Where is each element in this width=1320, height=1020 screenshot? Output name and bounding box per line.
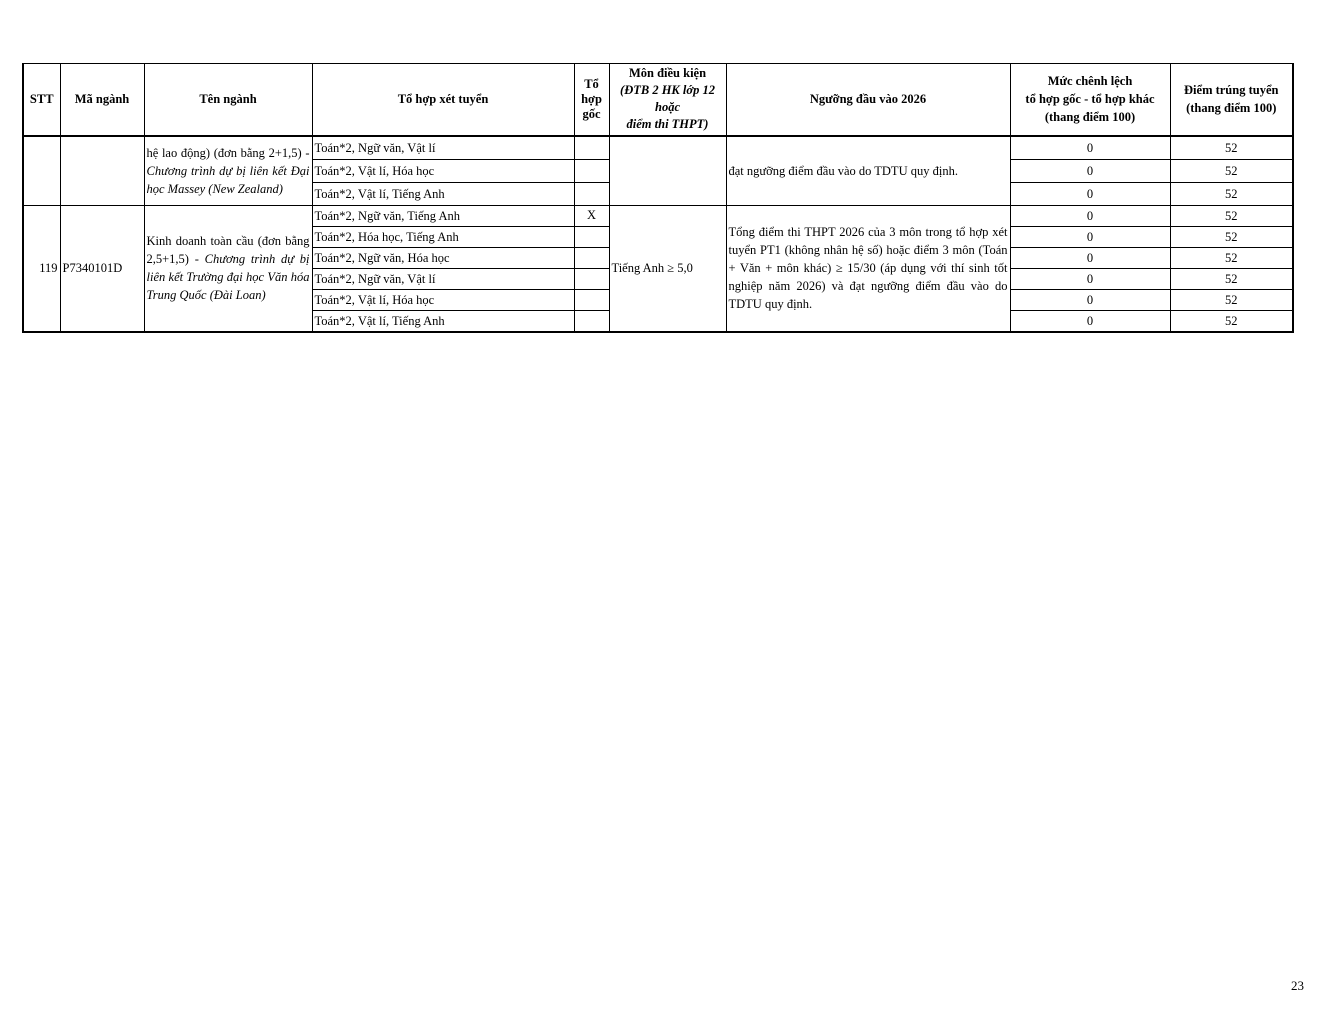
cell-diff: 0 <box>1010 247 1170 268</box>
header-diff-line2: tổ hợp gốc - tổ hợp khác <box>1025 92 1155 107</box>
header-condition-sub3: điểm thi THPT) <box>626 117 709 132</box>
cell-condition: Tiếng Anh ≥ 5,0 <box>609 205 726 332</box>
header-score-line1: Điểm trúng tuyển <box>1184 83 1279 98</box>
header-origin-line3: gốc <box>582 106 601 121</box>
cell-condition <box>609 136 726 206</box>
header-threshold: Ngưỡng đầu vào 2026 <box>726 64 1010 136</box>
header-combo: Tổ hợp xét tuyển <box>312 64 574 136</box>
cell-threshold: đạt ngưỡng điểm đầu vào do TDTU quy định. <box>726 136 1010 206</box>
header-stt: STT <box>23 64 60 136</box>
header-diff-line1: Mức chênh lệch <box>1047 74 1133 89</box>
cell-diff: 0 <box>1010 310 1170 332</box>
header-name: Tên ngành <box>144 64 312 136</box>
header-score <box>1170 64 1293 136</box>
cell-score: 52 <box>1170 226 1293 247</box>
cell-combo: Toán*2, Ngữ văn, Hóa học <box>312 247 574 268</box>
header-code: Mã ngành <box>60 64 144 136</box>
header-condition-sub2: hoặc <box>655 100 680 115</box>
cell-origin <box>574 226 609 247</box>
table-row <box>23 136 1293 160</box>
table-row <box>23 205 1293 226</box>
cell-major-name <box>144 205 312 332</box>
cell-origin <box>574 268 609 289</box>
cell-stt: 119 <box>23 205 60 332</box>
cell-combo: Toán*2, Hóa học, Tiếng Anh <box>312 226 574 247</box>
cell-combo: Toán*2, Vật lí, Tiếng Anh <box>312 182 574 205</box>
cell-diff: 0 <box>1010 226 1170 247</box>
cell-score: 52 <box>1170 268 1293 289</box>
header-diff <box>1010 64 1170 136</box>
header-condition <box>609 64 726 136</box>
cell-combo: Toán*2, Ngữ văn, Tiếng Anh <box>312 205 574 226</box>
cell-origin <box>574 136 609 160</box>
cell-origin <box>574 182 609 205</box>
cell-diff: 0 <box>1010 268 1170 289</box>
cell-origin <box>574 310 609 332</box>
header-origin <box>574 64 609 136</box>
cell-origin <box>574 159 609 182</box>
cell-diff: 0 <box>1010 159 1170 182</box>
page-number: 23 <box>1291 978 1304 993</box>
header-condition-sub1: (ĐTB 2 HK lớp 12 <box>620 83 715 98</box>
cell-code: P7340101D <box>60 205 144 332</box>
cell-score: 52 <box>1170 159 1293 182</box>
cell-combo: Toán*2, Vật lí, Hóa học <box>312 289 574 310</box>
cell-code <box>60 136 144 206</box>
header-score-line2: (thang điểm 100) <box>1186 101 1277 116</box>
header-diff-line3: (thang điểm 100) <box>1044 110 1136 125</box>
cell-combo: Toán*2, Ngữ văn, Vật lí <box>312 268 574 289</box>
cell-score: 52 <box>1170 289 1293 310</box>
cell-diff: 0 <box>1010 205 1170 226</box>
cell-diff: 0 <box>1010 136 1170 160</box>
cell-major-name <box>144 136 312 206</box>
major-name-plain: hệ lao động) (đơn bằng 2+1,5) - <box>146 145 310 160</box>
cell-origin <box>574 247 609 268</box>
major-name-italic: Chương trình dự bị liên kết Đại học Massey (New Zealand) <box>146 163 310 196</box>
header-row <box>23 64 1293 136</box>
header-origin-line1: Tổ <box>584 76 599 91</box>
cell-combo: Toán*2, Vật lí, Tiếng Anh <box>312 310 574 332</box>
cell-origin: X <box>574 205 609 226</box>
major-name-plain: Kinh doanh toàn cầu (đơn bằng 2,5+1,5) - <box>146 234 310 266</box>
cell-score: 52 <box>1170 247 1293 268</box>
cell-score: 52 <box>1170 310 1293 332</box>
cell-combo: Toán*2, Ngữ văn, Vật lí <box>312 136 574 160</box>
cell-score: 52 <box>1170 182 1293 205</box>
admission-table <box>22 63 1294 333</box>
cell-diff: 0 <box>1010 289 1170 310</box>
cell-combo: Toán*2, Vật lí, Hóa học <box>312 159 574 182</box>
cell-score: 52 <box>1170 136 1293 160</box>
header-condition-title: Môn điều kiện <box>628 66 707 81</box>
cell-diff: 0 <box>1010 182 1170 205</box>
cell-score: 52 <box>1170 205 1293 226</box>
cell-stt <box>23 136 60 206</box>
cell-threshold: Tổng điểm thi THPT 2026 của 3 môn trong tổ hợp xét tuyển PT1 (không nhân hệ số) hoặc điểm 3 môn (Toán + Văn + môn khác) ≥ 15/30 (áp dụng với thí sinh tốt nghiệp năm 2026) và đạt ngưỡng điểm đầu vào do TDTU quy định. <box>726 205 1010 332</box>
major-name-italic: Chương trình dự bị liên kết Trường đại học Văn hóa Trung Quốc (Đài Loan) <box>146 252 310 302</box>
header-origin-line2: hợp <box>581 91 602 106</box>
cell-origin <box>574 289 609 310</box>
